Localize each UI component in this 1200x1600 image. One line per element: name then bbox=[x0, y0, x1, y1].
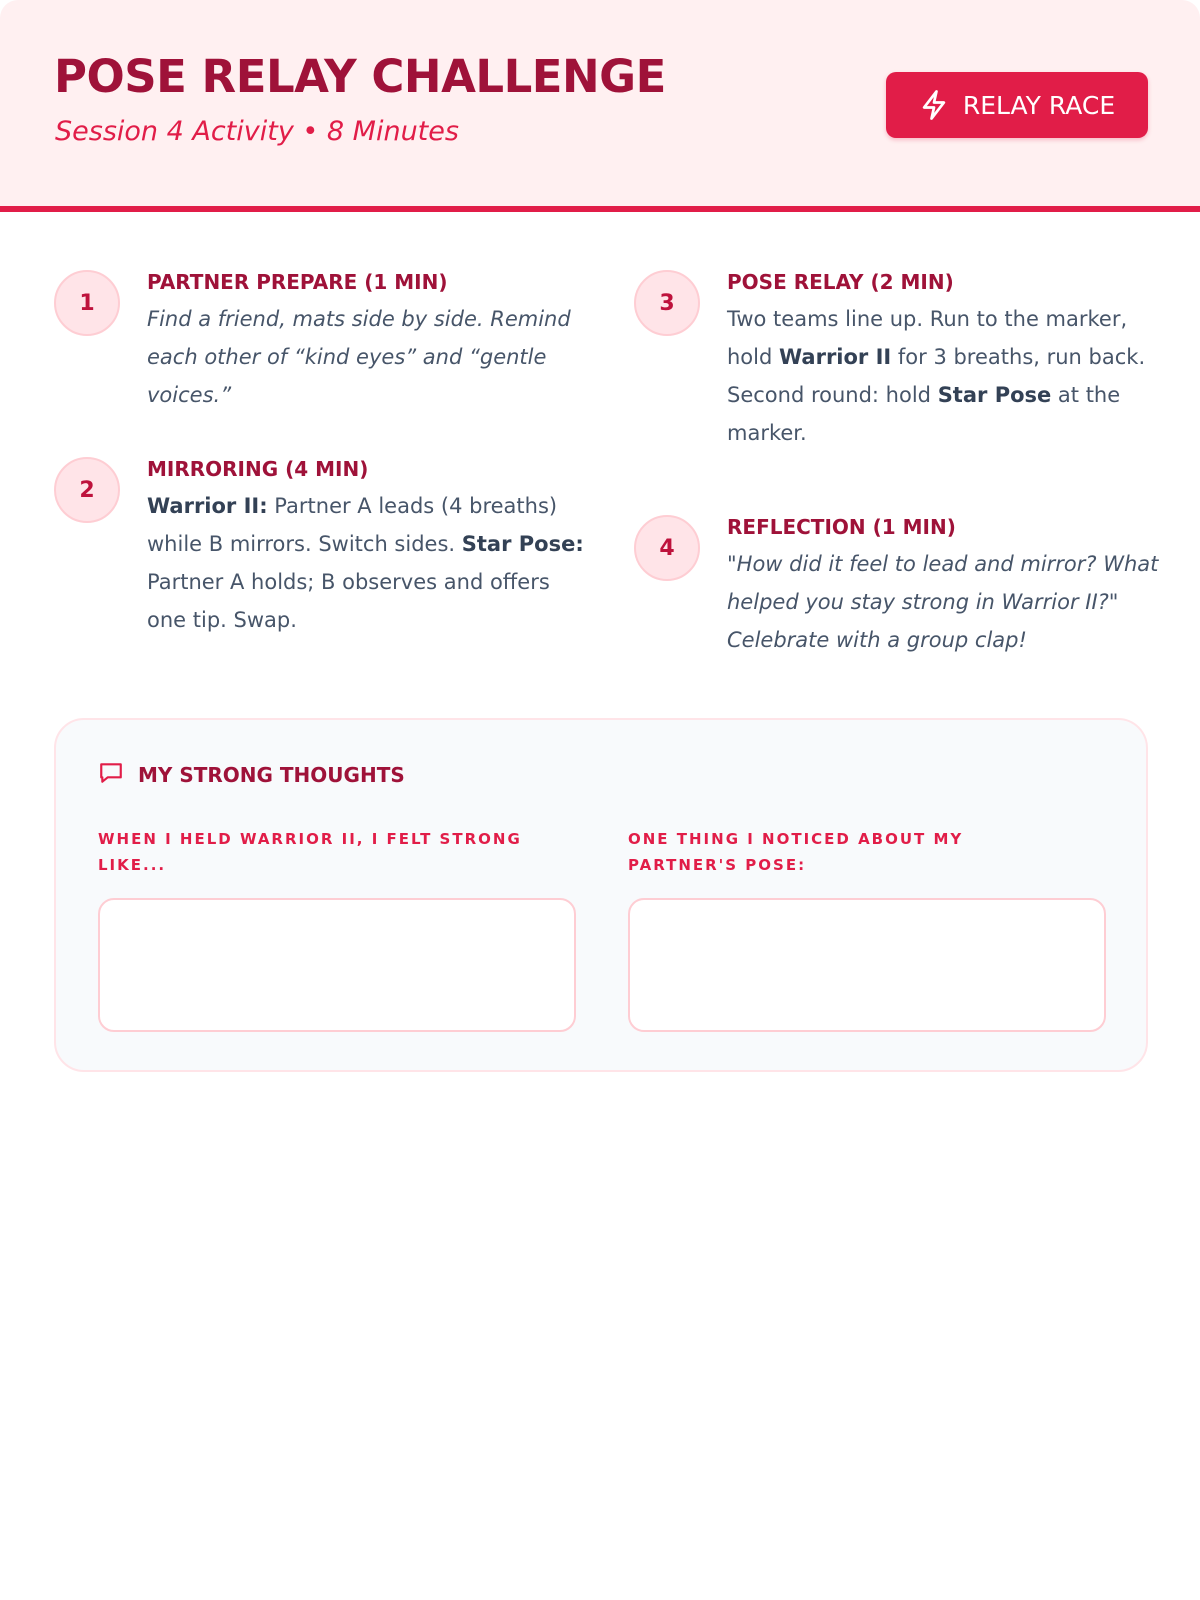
answer-box-partner[interactable] bbox=[628, 898, 1106, 1032]
step-text: Partner A holds; B observes and offers one tip. Swap. bbox=[147, 570, 550, 632]
speech-bubble-icon bbox=[98, 760, 124, 790]
answer-box-warrior[interactable] bbox=[98, 898, 576, 1032]
step-body: "How did it feel to lead and mirror? What helped you stay strong in Warrior II?" Celebrate with a group clap! bbox=[727, 552, 1159, 652]
step-text: for 3 breaths, run back. Second round: hold bbox=[727, 345, 1146, 407]
panel-header bbox=[98, 760, 405, 790]
page-subtitle: Session 4 Activity • 8 Minutes bbox=[55, 116, 459, 147]
step-title: MIRRORING (4 MIN) bbox=[147, 457, 369, 481]
relay-race-badge bbox=[886, 72, 1148, 138]
strong-thoughts-panel bbox=[54, 718, 1148, 1072]
step-text: Two teams line up. Run to the marker, hold bbox=[727, 307, 1128, 369]
step-number: 4 bbox=[634, 515, 700, 581]
step-number: 3 bbox=[634, 270, 700, 336]
step-number: 1 bbox=[54, 270, 120, 336]
step-body: Find a friend, mats side by side. Remind each other of “kind eyes” and “gentle voices.” bbox=[147, 307, 571, 407]
badge-label: RELAY RACE bbox=[962, 90, 1116, 120]
step-number: 2 bbox=[54, 457, 120, 523]
step-body bbox=[147, 487, 587, 639]
pose-name: Warrior II bbox=[779, 345, 892, 369]
lightning-bolt-icon bbox=[919, 89, 949, 121]
header bbox=[0, 0, 1200, 212]
pose-name: Star Pose bbox=[937, 383, 1052, 407]
step-text: at the marker. bbox=[727, 383, 1121, 445]
step-title: PARTNER PREPARE (1 MIN) bbox=[147, 270, 448, 294]
page-title: POSE RELAY CHALLENGE bbox=[54, 50, 666, 103]
prompt-label: ONE THING I NOTICED ABOUT MY PARTNER'S POSE: bbox=[628, 830, 964, 874]
step-body bbox=[727, 300, 1167, 452]
step-text: Partner A leads (4 breaths) while B mirrors. Switch sides. bbox=[147, 494, 558, 556]
pose-name: Warrior II: bbox=[147, 494, 268, 518]
prompt-label: WHEN I HELD WARRIOR II, I FELT STRONG LIKE... bbox=[98, 830, 522, 874]
step-title: POSE RELAY (2 MIN) bbox=[727, 270, 954, 294]
panel-title: MY STRONG THOUGHTS bbox=[138, 763, 405, 787]
pose-name: Star Pose: bbox=[461, 532, 584, 556]
step-title: REFLECTION (1 MIN) bbox=[727, 515, 956, 539]
